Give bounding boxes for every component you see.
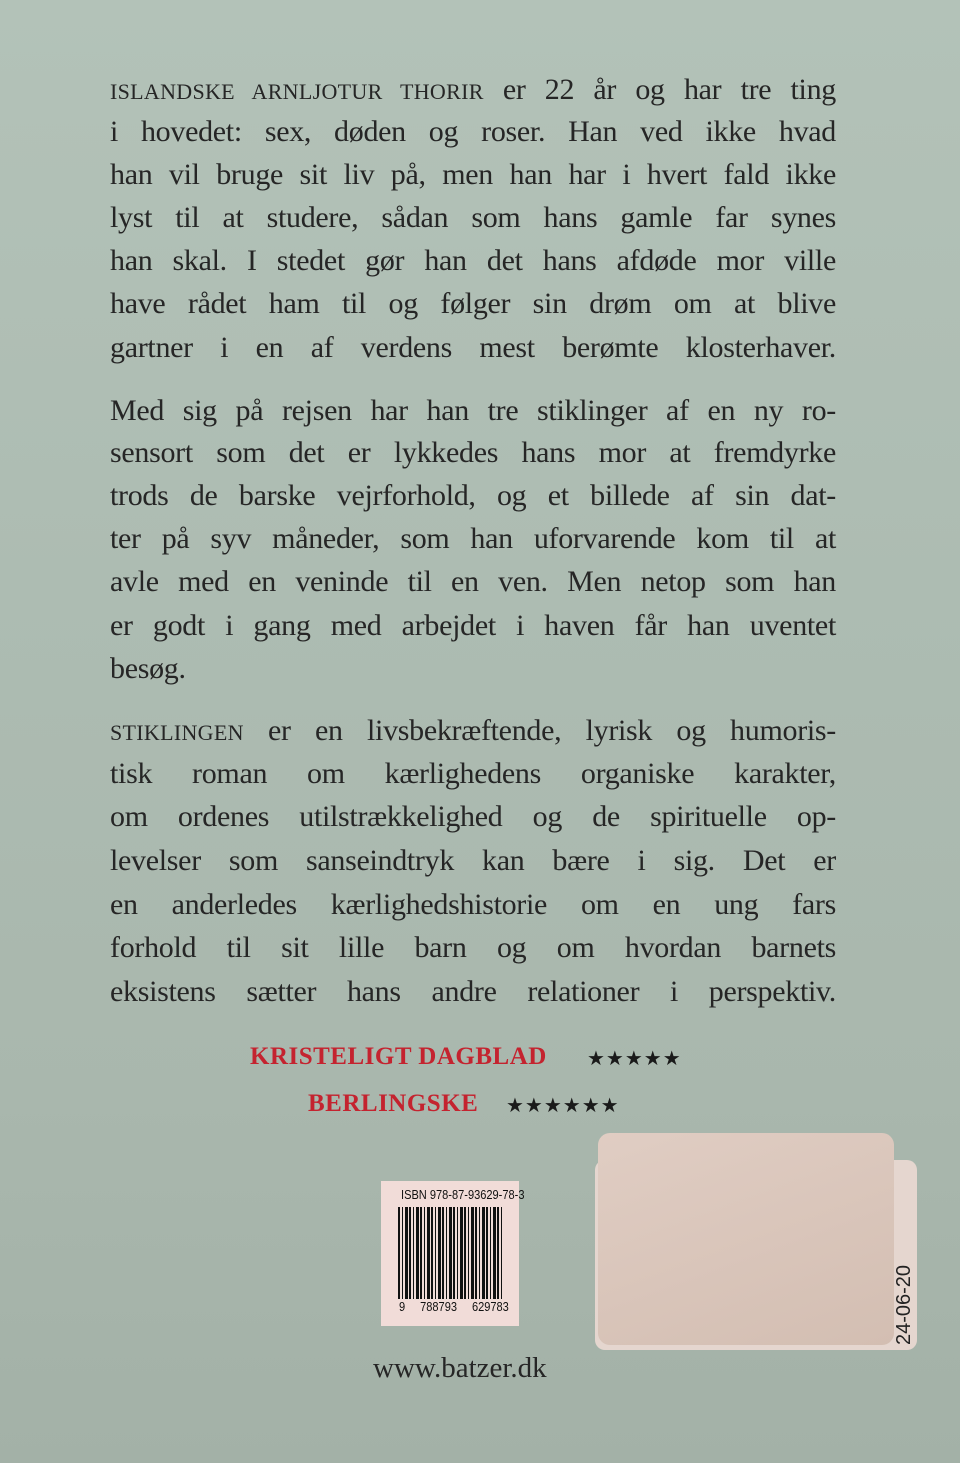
sticker-date: 24-06-20 — [893, 1264, 915, 1345]
blurb-line: have rådet ham til og følger sin drøm om at blive — [110, 287, 836, 320]
blurb-line: besøg. — [110, 652, 186, 685]
author-name-smallcaps: ISLANDSKE ARNLJOTUR THORIR — [110, 79, 484, 104]
blurb-line: ISLANDSKE ARNLJOTUR THORIR er 22 år og har tre ting — [110, 73, 836, 106]
blurb-line: forhold til sit lille barn og om hvordan barnets — [110, 931, 836, 964]
blurb-line: ter på syv måneder, som han uforvarende kom til at — [110, 522, 836, 555]
blurb-line: lyst til at studere, sådan som hans gamle far synes — [110, 201, 836, 234]
review-source-kristeligt-dagblad: KRISTELIGT DAGBLAD — [250, 1043, 547, 1070]
blurb-line: levelser som sanseindtryk kan bære i sig. Det er — [110, 844, 836, 877]
blurb-line: en anderledes kærlighedshistorie om en ung fars — [110, 888, 836, 921]
blurb-line: eksistens sætter hans andre relationer i perspektiv. — [110, 975, 836, 1008]
isbn-text: ISBN 978-87-93629-78-3 — [401, 1187, 525, 1202]
blurb-line: sensort som det er lykkedes hans mor at fremdyrke — [110, 436, 836, 469]
star-rating-icon: ★★★★★★ — [506, 1093, 620, 1117]
star-rating-icon: ★★★★★ — [587, 1046, 682, 1070]
blurb-line: tisk roman om kærlighedens organiske karakter, — [110, 757, 836, 790]
isbn-barcode — [381, 1181, 525, 1326]
price-sticker — [598, 1133, 894, 1345]
blurb-line: han skal. I stedet gør han det hans afdøde mor ville — [110, 244, 836, 277]
barcode-digits: 9 788793 629783 — [399, 1299, 509, 1314]
blurb-line: han vil bruge sit liv på, men han har i hvert fald ikke — [110, 158, 836, 191]
publisher-url: www.batzer.dk — [373, 1352, 547, 1384]
blurb-line: er godt i gang med arbejdet i haven får han uventet — [110, 609, 836, 642]
blurb-line: trods de barske vejrforhold, og et billede af sin dat- — [110, 479, 836, 512]
blurb-line: om ordenes utilstrækkelighed og de spirituelle op- — [110, 800, 836, 833]
blurb-line: STIKLINGEN er en livsbekræftende, lyrisk og humoris- — [110, 714, 836, 747]
review-source-berlingske: BERLINGSKE — [308, 1090, 479, 1117]
blurb-line: Med sig på rejsen har han tre stiklinger af en ny ro- — [110, 394, 836, 427]
blurb-line: avle med en veninde til en ven. Men netop som han — [110, 565, 836, 598]
blurb-line: i hovedet: sex, døden og roser. Han ved ikke hvad — [110, 115, 836, 148]
barcode-icon — [398, 1207, 504, 1299]
title-smallcaps: STIKLINGEN — [110, 720, 244, 745]
blurb-line: gartner i en af verdens mest berømte klosterhaver. — [110, 331, 836, 364]
